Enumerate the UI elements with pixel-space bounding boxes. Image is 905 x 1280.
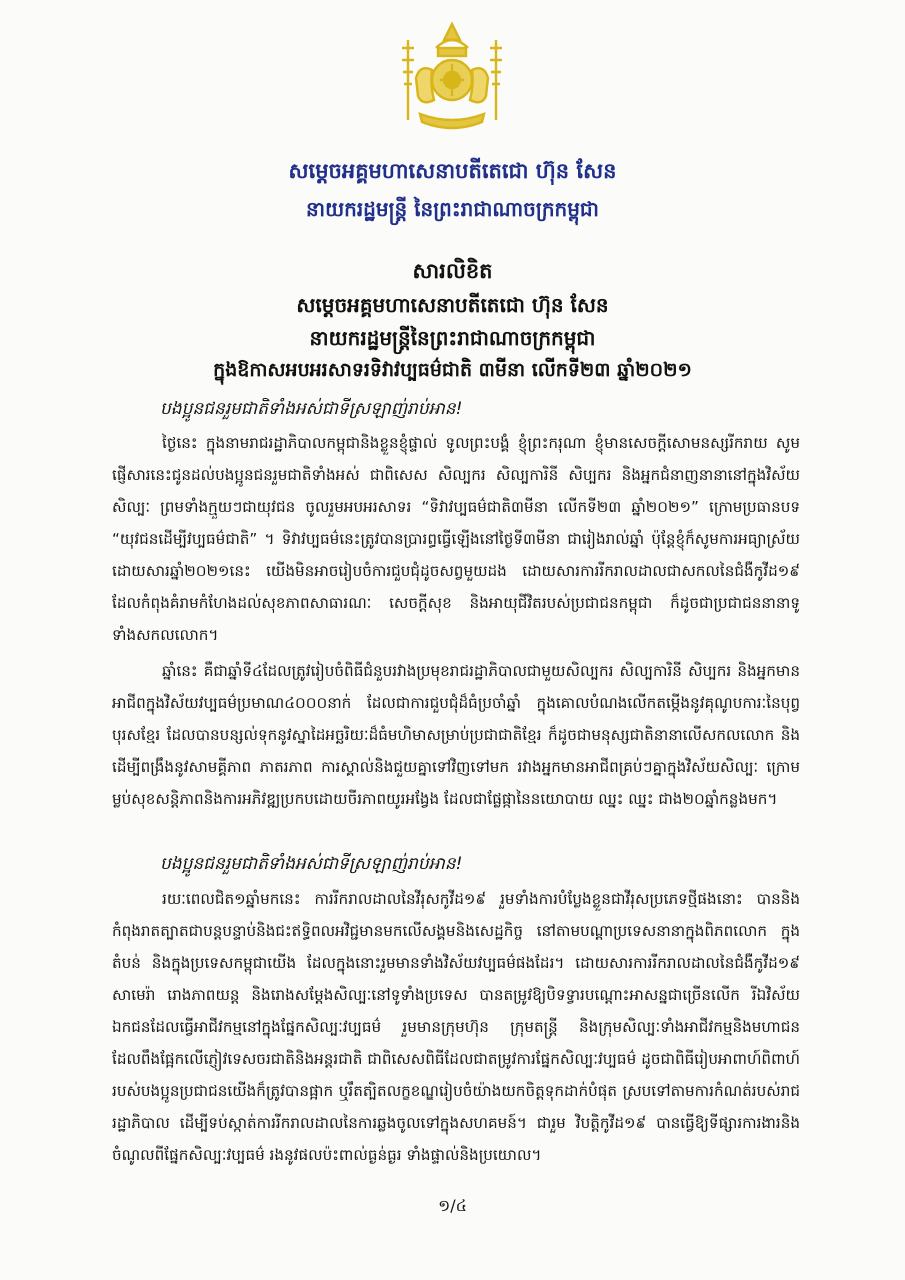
- royal-government-crest-icon: [392, 18, 512, 138]
- paragraph-covid-impact: រយៈពេលជិត១ឆ្នាំមកនេះ ការរីករាលដាលនៃវីរុសកូវីដ១៩ រួមទាំងការបំប្លែងខ្លួនជាវីរុសប្រភេទថ្មីផងនោះ បាននិងកំពុងរាតត្បាតជាបន្តបន្ទាប់និងជះឥទ្ធិពលអវិជ្ជមានមកលើសង្គមនិងសេដ្ឋកិច្ច នៅតាមបណ្តាប្រទេសនានាក្នុងពិភពលោក ក្នុងតំបន់ និងក្នុងប្រទេសកម្ពុជាយើង ដែលក្នុងនោះរួមមានទាំងវិស័យវប្បធម៌ផងដែរ។ ដោយសារការរីករាលដាលនៃជំងឺកូវីដ១៩ សាមេរ៉ា រោងភាពយន្ត និងរោងសម្តែងសិល្បៈនៅទូទាំងប្រទេស បានតម្រូវឱ្យបិទទ្វារបណ្តោះអាសន្នជាច្រើនលើក រីឯវិស័យឯកជនដែលធ្វើអាជីវកម្មនៅក្នុងផ្នែកសិល្បៈវប្បធម៌ រួមមានក្រុមហ៊ុន ក្រុមតន្ត្រី និងក្រុមសិល្បៈទាំងអាជីវកម្មនិងមហាជន ដែលពឹងផ្អែកលើភ្ញៀវទេសចរជាតិនិងអន្តរជាតិ ជាពិសេសពិធីដែលជាតម្រូវការផ្នែកសិល្បៈវប្បធម៌ ដូចជាពិធីរៀបអាពាហ៍ពិពាហ៍របស់បងប្អូនប្រជាជនយើងក៏ត្រូវបានផ្អាក ឬរឹតត្បិតលក្ខខណ្ឌរៀបចំយ៉ាងយកចិត្តទុកដាក់បំផុត ស្របទៅតាមការកំណត់របស់រាជរដ្ឋាភិបាល ដើម្បីទប់ស្កាត់ការរីករាលដាលនៃការឆ្លងចូលទៅក្នុងសហគមន៍។ ជារួម វិបត្តិកូវីដ១៩ បានធ្វើឱ្យទីផ្សារការងារនិងចំណូលពីផ្នែកសិល្បៈវប្បធម៌ រងនូវផលប៉ះពាល់ធ្ងន់ធ្ងរ ទាំងផ្ទាល់និងប្រយោល។: [112, 890, 800, 1164]
- page-number: ១/៤: [438, 1196, 467, 1215]
- sender-name: សម្តេចអគ្គមហាសេនាបតីតេជោ ហ៊ុន សែន: [288, 159, 617, 183]
- paragraph-purpose: ឆ្នាំនេះ គឺជាឆ្នាំទី៤ដែលត្រូវរៀបចំពិធីជំនួបរវាងប្រមុខរាជរដ្ឋាភិបាលជាមួយសិល្បករ សិល្បការិនី សិប្បករ និងអ្នកមានអាជីពក្នុងវិស័យវប្បធម៌ប្រមាណ៤០០០នាក់ ដែលជាការជួបជុំដ៏ធំប្រចាំឆ្នាំ ក្នុងគោលបំណងលើកតម្កើងនូវគុណូបការៈនៃបុព្វបុរសខ្មែរ ដែលបានបន្សល់ទុកនូវស្នាដៃអច្ឆរិយៈដ៏ធំមហិមាសម្រាប់ប្រជាជាតិខ្មែរ ក៏ដូចជាមនុស្សជាតិនានាលើសកលលោក និងដើម្បីពង្រឹងនូវសាមគ្គីភាព ភាតរភាព ការស្គាល់និងជួយគ្នាទៅវិញទៅមក រវាងអ្នកមានអាជីពគ្រប់ៗគ្នាក្នុងវិស័យសិល្បៈ ក្រោមម្លប់សុខសន្តិភាពនិងការអភិវឌ្ឍប្រកបដោយចីរភាពយូរអង្វែង ដែលជាផ្លែផ្កានៃនយោបាយ ឈ្នះ ឈ្នះ ជាង២០ឆ្នាំកន្លងមក។: [112, 662, 800, 808]
- sender-position: នាយករដ្ឋមន្ត្រី នៃព្រះរាជាណាចក្រកម្ពុជា: [306, 197, 599, 221]
- title-occasion: ក្នុងឱកាសអបអរសាទរទិវាវប្បធម៌ជាតិ ៣មីនា លើកទី២៣ ឆ្នាំ២០២១: [213, 359, 692, 381]
- title-sender-position: នាយករដ្ឋមន្ត្រីនៃព្រះរាជាណាចក្រកម្ពុជា: [309, 326, 596, 350]
- salutation-second: បងប្អូនជនរួមជាតិទាំងអស់ជាទីស្រឡាញ់រាប់អាន!: [160, 854, 463, 874]
- salutation-first: បងប្អូនជនរួមជាតិទាំងអស់ជាទីស្រឡាញ់រាប់អាន!: [160, 399, 463, 419]
- paragraph-intro: ថ្ងៃនេះ ក្នុងនាមរាជរដ្ឋាភិបាលកម្ពុជានិងខ្លួនខ្ញុំផ្ទាល់ ទូលព្រះបង្គំ ខ្ញុំព្រះករុណា ខ្ញុំមានសេចក្តីសោមនស្សរីករាយ សូមផ្ញើសារនេះជូនដល់បងប្អូនជនរួមជាតិទាំងអស់ ជាពិសេស សិល្បករ សិល្បការិនី សិប្បករ និងអ្នកជំនាញនានានៅក្នុងវិស័យសិល្បៈ ព្រមទាំងក្មួយៗជាយុវជន ចូលរួមអបអរសាទរ “ទិវាវប្បធម៌ជាតិ៣មីនា លើកទី២៣ ឆ្នាំ២០២១” ក្រោមប្រធានបទ “យុវជនដើម្បីវប្បធម៌ជាតិ” ។ ទិវាវប្បធម៌នេះត្រូវបានប្រារព្ធធ្វើឡើងនៅថ្ងៃទី៣មីនា ជារៀងរាល់ឆ្នាំ ប៉ុន្តែខ្ញុំក៏សូមការអធ្យាស្រ័យ ដោយសារឆ្នាំ២០២១នេះ យើងមិនអាចរៀបចំការជួបជុំដូចសព្វមួយដង ដោយសារការរីករាលដាលជាសកលនៃជំងឺកូវីដ១៩ ដែលកំពុងគំរាមកំហែងដល់សុខភាពសាធារណៈ សេចក្តីសុខ និងអាយុជីវិតរបស់ប្រជាជនកម្ពុជា ក៏ដូចជាប្រជាជននានាទូទាំងសកលលោក។: [112, 434, 800, 644]
- document-title: សារលិខិត: [412, 259, 493, 283]
- title-sender-name: សម្តេចអគ្គមហាសេនាបតីតេជោ ហ៊ុន សែន: [296, 293, 609, 317]
